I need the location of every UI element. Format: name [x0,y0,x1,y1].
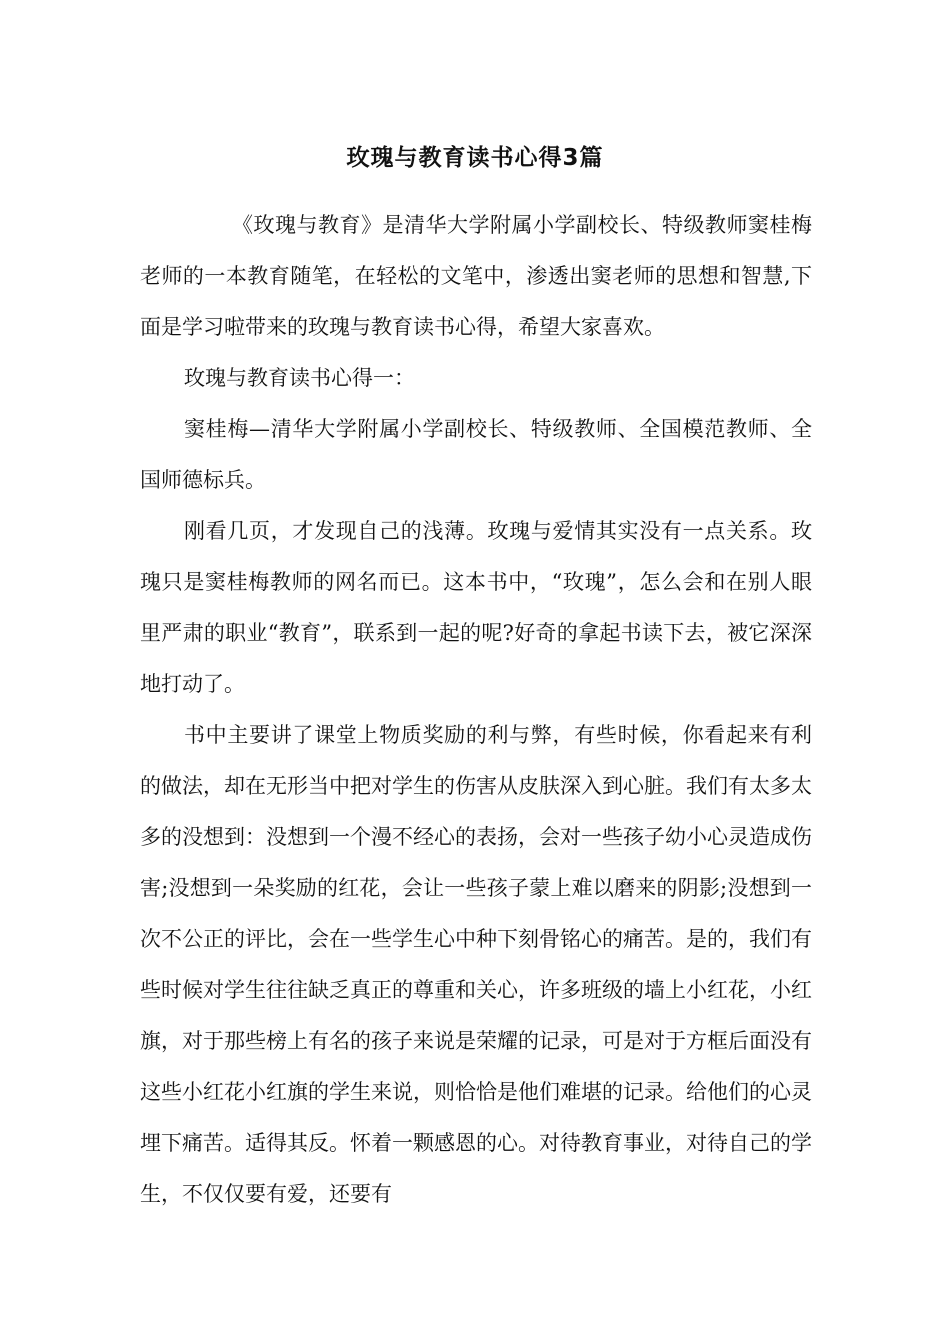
paragraph-author-bio: 窦桂梅—清华大学附属小学副校长、特级教师、全国模范教师、全国师德标兵。 [140,417,812,492]
section-heading-1: 玫瑰与教育读书心得一： [184,366,415,390]
paragraph-main-content: 书中主要讲了课堂上物质奖励的利与弊，有些时候，你看起来有利的做法，却在无形当中把对学生的伤害从皮肤深入到心脏。我们有太多太多的没想到：没想到一个漫不经心的表扬，会对一些孩子幼小心灵造成伤害;没想到一朵奖励的红花，会让一些孩子蒙上难以磨来的阴影;没想到一次不公正的评比，会在一些学生心中种下刻骨铭心的痛苦。是的，我们有些时候对学生往往缺乏真正的尊重和关心，许多班级的墙上小红花，小红旗，对于那些榜上有名的孩子来说是荣耀的记录，可是对于方框后面没有这些小红花小红旗的学生来说，则恰恰是他们难堪的记录。给他们的心灵埋下痛苦。适得其反。怀着一颗感恩的心。对待教育事业，对待自己的学生，不仅仅要有爱，还要有 [140,723,812,1206]
paragraph-intro: 《玫瑰与教育》是清华大学附属小学副校长、特级教师窦桂梅老师的一本教育随笔，在轻松的文笔中，渗透出窦老师的思想和智慧,下面是学习啦带来的玫瑰与教育读书心得，希望大家喜欢。 [140,213,812,339]
document-body [140,200,812,1220]
paragraph-first-impression: 刚看几页，才发现自己的浅薄。玫瑰与爱情其实没有一点关系。玫瑰只是窦桂梅教师的网名而已。这本书中，“玫瑰”，怎么会和在别人眼里严肃的职业“教育”，联系到一起的呢?好奇的拿起书读下去，被它深深地打动了。 [140,519,812,696]
document-title: 玫瑰与教育读书心得3篇 [346,145,604,171]
